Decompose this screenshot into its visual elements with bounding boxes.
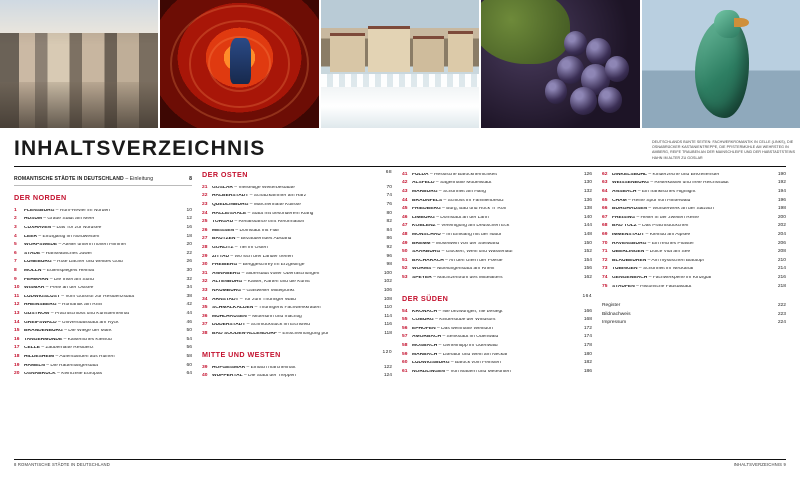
list-item[interactable]: 56 EPHOFEN – Das weinhafte Weindorf 172	[402, 325, 592, 331]
list-item[interactable]: 71 ÜBERLINGEN – Dolce Vita am See 208	[602, 249, 786, 255]
list-item[interactable]: 30 FREIBERG – Berggeschrey im Erzgebirge 98	[202, 262, 392, 268]
list-item[interactable]: 11 LUDWIGSLUST – Vom Gutshof zur Residenzstadt 38	[14, 293, 192, 299]
toc-column-1	[14, 170, 192, 455]
list-item[interactable]: 61 NÖRDLINGEN – Von Mauern und Meteoriten 186	[402, 368, 592, 374]
list-item[interactable]: 46 LIMBURG – Domstadt an der Lahn 140	[402, 214, 592, 220]
photo-strip	[0, 0, 800, 128]
list-item[interactable]: 13 GÜSTROW – Prachtschloss und Künstlerheimat 44	[14, 310, 192, 316]
list-item[interactable]: Bildnachweis 223	[602, 311, 786, 317]
photo-caption: DEUTSCHLANDS BUNTE SEITEN: FACHWERKROMANTIK IN CELLE (LINKS), DIE OSNABRÜCKER KASTANIENTREPPE, DIE PFISTERMÜHLE AM WEHRSTEG IN AMBERG, REIFE TRAUBEN AN DER MAINSCHLEIFE UND DER HABSTADTSTEINS HAHN IM ALTER ZU GOSLAR	[652, 140, 796, 160]
list-item[interactable]: 45 FRIEDBERG – Burg, Bad und Rock 'n' Roll 138	[402, 206, 592, 212]
list-item[interactable]: 1 FLENSBURG – Rum-Revier im Norden 10	[14, 207, 192, 213]
toc-column-3	[402, 170, 592, 455]
toc-list-sueden-cont	[602, 170, 786, 291]
list-item[interactable]: 69 IMMENSTADT – Kleinod am Alpsee 204	[602, 232, 786, 237]
list-item[interactable]: Register 222	[602, 303, 786, 309]
list-item[interactable]: 25 TORGAU – Renaissance trifft Reformation 82	[202, 219, 392, 225]
list-item[interactable]: 10 WISMAR – Perle an der Ostsee 34	[14, 285, 192, 291]
list-item[interactable]: 33 NAUMBURG – Glasweiler Mittelpunkt 106	[202, 287, 392, 293]
list-item[interactable]: 57 AMORBACH – Senkstadt im Odenwald 174	[402, 334, 592, 340]
list-item[interactable]: 26 MEISSEN – Domstadt mit Flair 84	[202, 227, 392, 233]
list-item[interactable]: 63 WEISSENBURG – Reiterkastell und freie Reichsstadt 192	[602, 180, 786, 186]
footer-right-label: INHALTSVERZEICHNIS	[733, 462, 783, 467]
list-item[interactable]: 50 SAARBURG – Glocken, Wein und Wasserlauf 152	[402, 249, 592, 255]
toc-intro-row[interactable]	[14, 170, 192, 182]
list-item[interactable]: 17 CELLE – Zauberhafte Residenz 56	[14, 345, 192, 351]
list-item[interactable]: 53 SPEYER – Machtzentrum des Mittelalters 162	[402, 274, 592, 280]
list-item[interactable]: 73 TÜBINGEN – Schönheit im Neckartal 214	[602, 266, 786, 272]
list-item[interactable]: 41 FULDA – Hessische Barockherrlichkeit 126	[402, 171, 592, 177]
list-item[interactable]: 19 HAMELN – Die Rattenfängerstadt 60	[14, 362, 192, 368]
list-item[interactable]: 16 TANGERMÜNDE – Kaiserliches Kleinod 54	[14, 336, 192, 342]
section-heading-sueden: DER SÜDEN 164	[402, 293, 592, 303]
list-item[interactable]: 23 QUEDLINBURG – Märchenhafte Kulisse 76	[202, 202, 392, 208]
section-heading-norden: DER NORDEN	[14, 193, 67, 202]
footer-left	[14, 462, 110, 467]
list-item[interactable]: 51 BACHARACH – An den Ufern der Poesie 154	[402, 257, 592, 263]
toc-list-mitte-westen	[202, 364, 392, 381]
toc-list-norden	[14, 207, 192, 379]
list-item[interactable]: 29 ZITTAU – Wo sich drei Länder treffen 96	[202, 253, 392, 259]
list-item[interactable]: 74 GENGENBACH – Fachwerkperle im Kinzigtal 216	[602, 274, 786, 280]
list-item[interactable]: Impressum 224	[602, 320, 786, 326]
list-item[interactable]: 39 HOFGEISMAR – Einfach märchenhaft 122	[202, 364, 392, 370]
intro-label: ROMANTISCHE STÄDTE IN DEUTSCHLAND	[14, 176, 124, 182]
toc-list-osten	[202, 184, 392, 339]
list-item[interactable]: 62 DINKELSBÜHL – Kinderzeche und Brezelfenster 190	[602, 171, 786, 177]
list-item[interactable]: 44 BRAUNFELS – Schloss im Familienbesitz 136	[402, 197, 592, 203]
list-item[interactable]: 65 CHAM – Reine Spur von Hinterwald 196	[602, 197, 786, 203]
list-item[interactable]: 54 KRONACH – Nie bezwungen, nie besiegt 166	[402, 308, 592, 314]
list-item[interactable]: 70 RAVENSBURG – Ein reiches Pflaster 206	[602, 240, 786, 246]
list-item[interactable]: 72 BLAUBEUREN – Am mystischen Blautopf 210	[602, 257, 786, 263]
footer-left-page-number: 8	[14, 462, 17, 467]
list-item[interactable]: 67 FREISING – Heiler in der zweiten Reihe 200	[602, 214, 786, 220]
list-item[interactable]: 43 MARBURG – Schönheit am Hang 132	[402, 189, 592, 195]
list-item[interactable]: 2 HUSUM – Graue Stadt am Meer 12	[14, 216, 192, 222]
toc-list-sueden	[402, 308, 592, 377]
photo-green-bird-statue	[642, 0, 800, 128]
footer-divider	[14, 459, 786, 460]
list-item[interactable]: 55 COBURG – Kinderstube der Windsors 168	[402, 317, 592, 323]
list-item[interactable]: 38 BAD SOODEN-ALLENDORF – Entscheinungung pur 118	[202, 330, 392, 336]
list-item[interactable]: 37 DUDERSTADT – Schmuckstück im Eichsfeld 116	[202, 322, 392, 328]
list-item[interactable]: 12 RHEINSBERG – Romantik am Rhin 42	[14, 302, 192, 308]
section-heading-osten: DER OSTEN 68	[202, 170, 392, 179]
intro-sub: – Einleitung	[125, 176, 154, 182]
toc-column-2	[202, 170, 392, 455]
list-item[interactable]: 66 BURGHAUSEN – Wunderwerk an der Salzach 198	[602, 206, 786, 212]
section-heading-mitte-westen: MITTE UND WESTEN 120	[202, 349, 392, 359]
list-item[interactable]: 4 LEER – Einzigartig im Nordwesten 18	[14, 233, 192, 239]
footer-right	[734, 462, 786, 467]
page-footer	[14, 462, 786, 467]
photo-red-tunnel-slide	[160, 0, 318, 128]
list-item[interactable]: 48 MONSCHAU – Im Einklang mit der Natur 148	[402, 232, 592, 237]
list-item[interactable]: 8 MÖLLN – Eulenspiegels Heimat 30	[14, 268, 192, 273]
photo-river-town	[321, 0, 479, 128]
footer-right-page-number: 9	[783, 462, 786, 467]
photo-grapes-vineyard	[481, 0, 639, 128]
footer-left-label: ROMANTISCHE STÄDTE IN DEUTSCHLAND	[17, 462, 110, 467]
list-item[interactable]: 27 BAUTZEN – Bezauberndes Abstand 86	[202, 236, 392, 242]
list-item[interactable]: 34 ARNSTADT – Tor zum Thüringer Wald 108	[202, 296, 392, 302]
list-item[interactable]: 22 HALBERSTADT – Schatzkammer am Harz 74	[202, 193, 392, 199]
list-item[interactable]: 35 SCHMALKALDEN – Thüringens Fachwerkkrauen 110	[202, 305, 392, 311]
toc-column-4	[602, 170, 786, 455]
list-item[interactable]: 64 ANSBACH – Ein fränkisches Highlight 194	[602, 189, 786, 195]
intro-page: 8	[189, 176, 192, 182]
list-item[interactable]: 49 BREMM – Moselwein von der Steilwand 150	[402, 240, 592, 246]
list-item[interactable]: 31 ANNABERG – Silberstadt voller Überraschungen 100	[202, 270, 392, 276]
backmatter-list	[602, 302, 786, 328]
list-item[interactable]: 24 HALLE/SAALE – Stadt mit besonderem Klang 80	[202, 210, 392, 216]
list-item[interactable]: 47 KOBLENZ – Vereinigung am Deutschen Eck 144	[402, 223, 592, 229]
list-item[interactable]: 14 GREIFSWALD – Universitätsstadt am Ryck 46	[14, 319, 192, 325]
list-item[interactable]: 6 STADE – Hanseatisches Juwel 22	[14, 250, 192, 256]
toc-list-mitte-westen-cont	[402, 170, 592, 283]
list-item[interactable]: 7 LÜNEBURG – Rote Dächer und weißes Gold 26	[14, 259, 192, 265]
list-item[interactable]: 28 GÖRLITZ – Tief im Osten 92	[202, 245, 392, 250]
page-title: INHALTSVERZEICHNIS	[14, 137, 266, 160]
list-item[interactable]: 75 STAUFEN – Historische Faustastadt 218	[602, 283, 786, 289]
list-item[interactable]: 59 MARBACH – Literatur und Wein am Neckar 180	[402, 351, 592, 357]
list-item[interactable]: 15 BRANDENBURG – Die Wiege der Mark 50	[14, 328, 192, 334]
list-item[interactable]: 52 WORMS – Nibelungenstadt am Rhein 156	[402, 266, 592, 272]
photo-half-timbered-street	[0, 0, 158, 128]
list-item[interactable]: 60 LUDWIGSBURG – Barock vom Feinsten 182	[402, 360, 592, 366]
title-divider	[14, 166, 786, 167]
list-item[interactable]: 18 HILDESHEIM – Auferstanden aus Ruinen 58	[14, 353, 192, 359]
toc-columns	[14, 170, 786, 455]
list-item[interactable]: 58 MOSBACH – Geheimtipp im Odenwald 178	[402, 342, 592, 348]
intro-divider	[14, 185, 192, 186]
list-item[interactable]: 3 CUXHAVEN – Das Tor zur Nordsee 16	[14, 225, 192, 231]
list-item[interactable]: 42 ALSFELD – Sagenhafte Modellstadt 130	[402, 180, 592, 186]
list-item[interactable]: 5 WORPSWEDE – Atelier unterm hohen Himmel 20	[14, 242, 192, 248]
list-item[interactable]: 9 FEHMARN – Die Insel am Sund 32	[14, 276, 192, 282]
list-item[interactable]: 21 GOSLAR – Vielseitige Welterbestädte 70	[202, 184, 392, 190]
list-item[interactable]: 20 OSNABRÜCK – Keimzelle Europas 64	[14, 371, 192, 377]
list-item[interactable]: 68 BAD TÖLZ – Das Prachtstückchen 202	[602, 223, 786, 229]
list-item[interactable]: 36 MÜHLHAUSEN – Mittendrin und mächtig 114	[202, 313, 392, 319]
list-item[interactable]: 32 ALTENBURG – Kaiser, Karten und die Kunst 102	[202, 279, 392, 285]
list-item[interactable]: 40 WUPPERTAL – Die Stadt der Treppen 124	[202, 373, 392, 379]
